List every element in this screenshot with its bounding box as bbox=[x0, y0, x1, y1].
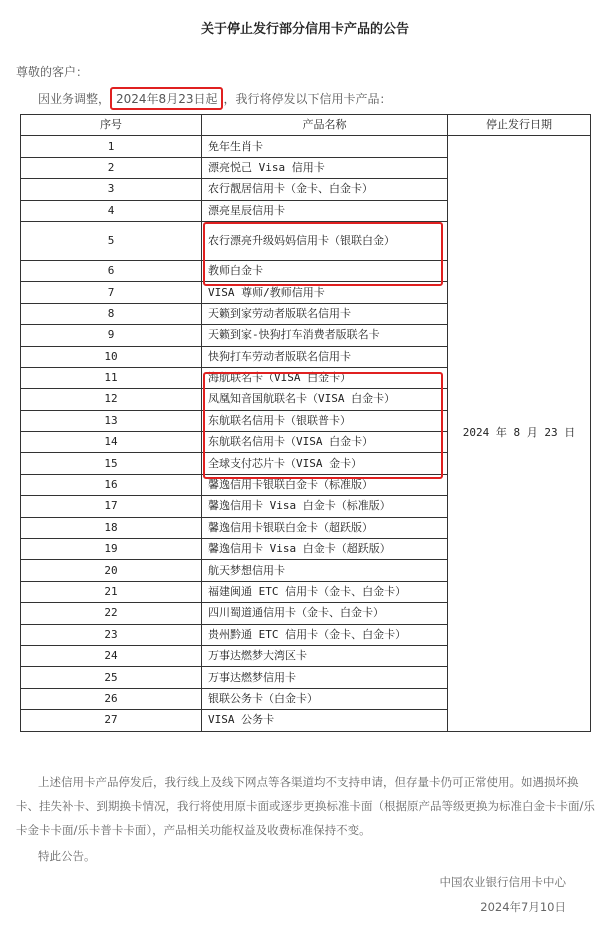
page-title: 关于停止发行部分信用卡产品的公告 bbox=[200, 22, 409, 37]
row-number: 9 bbox=[21, 325, 202, 346]
row-number: 6 bbox=[21, 260, 202, 281]
stop-date-cell: 2024 年 8 月 23 日 bbox=[448, 136, 591, 731]
row-number: 17 bbox=[21, 496, 202, 517]
product-table-body bbox=[21, 136, 591, 731]
product-name: VISA 公务卡 bbox=[202, 710, 448, 731]
intro-suffix: ，我行将停发以下信用卡产品： bbox=[223, 92, 392, 106]
header-no: 序号 bbox=[21, 115, 202, 136]
product-name: 东航联名信用卡（银联普卡） bbox=[202, 410, 448, 431]
row-number: 11 bbox=[21, 367, 202, 388]
product-name: 海航联名卡（VISA 白金卡） bbox=[202, 367, 448, 388]
row-number: 5 bbox=[21, 221, 202, 260]
header-stop-date: 停止发行日期 bbox=[448, 115, 591, 136]
row-number: 15 bbox=[21, 453, 202, 474]
product-name: 银联公务卡（白金卡） bbox=[202, 688, 448, 709]
product-name: 贵州黔通 ETC 信用卡（金卡、白金卡） bbox=[202, 624, 448, 645]
row-number: 8 bbox=[21, 303, 202, 324]
product-name: 馨逸信用卡银联白金卡（标准版） bbox=[202, 474, 448, 495]
row-number: 24 bbox=[21, 645, 202, 666]
row-number: 26 bbox=[21, 688, 202, 709]
product-name: 馨逸信用卡 Visa 白金卡（标准版） bbox=[202, 496, 448, 517]
row-number: 2 bbox=[21, 157, 202, 178]
row-number: 10 bbox=[21, 346, 202, 367]
product-name: 福建闽通 ETC 信用卡（金卡、白金卡） bbox=[202, 581, 448, 602]
row-number: 19 bbox=[21, 539, 202, 560]
row-number: 16 bbox=[21, 474, 202, 495]
header-product-name: 产品名称 bbox=[202, 115, 448, 136]
table-row bbox=[21, 136, 591, 157]
row-number: 13 bbox=[21, 410, 202, 431]
product-name: 快狗打车劳动者版联名信用卡 bbox=[202, 346, 448, 367]
row-number: 12 bbox=[21, 389, 202, 410]
product-name: 馨逸信用卡银联白金卡（超跃版） bbox=[202, 517, 448, 538]
effective-date-highlight: 2024年8月23日起 bbox=[110, 87, 223, 110]
product-name: 全球支付芯片卡（VISA 金卡） bbox=[202, 453, 448, 474]
product-name: 馨逸信用卡 Visa 白金卡（超跃版） bbox=[202, 539, 448, 560]
product-name: 漂亮悦己 Visa 信用卡 bbox=[202, 157, 448, 178]
row-number: 3 bbox=[21, 179, 202, 200]
notice-paragraph: 上述信用卡产品停发后，我行线上及线下网点等各渠道均不支持申请，但存量卡仍可正常使用。如遇损坏换卡、挂失补卡、到期换卡情况，我行将使用原卡面或逐步更换标准卡面（根据原产品等级更换为标准白金卡卡面/乐卡金卡卡面/乐卡普卡卡面），产品相关功能权益及收费标准保持不变。 bbox=[16, 775, 595, 837]
salutation: 尊敬的客户： bbox=[16, 65, 89, 79]
row-number: 14 bbox=[21, 432, 202, 453]
row-number: 20 bbox=[21, 560, 202, 581]
closing-line: 特此公告。 bbox=[38, 849, 96, 863]
product-name: 凤凰知音国航联名卡（VISA 白金卡） bbox=[202, 389, 448, 410]
row-number: 1 bbox=[21, 136, 202, 157]
row-number: 23 bbox=[21, 624, 202, 645]
product-name: VISA 尊师/教师信用卡 bbox=[202, 282, 448, 303]
product-name: 教师白金卡 bbox=[202, 260, 448, 281]
intro-prefix: 因业务调整， bbox=[38, 92, 111, 106]
product-name: 东航联名信用卡（VISA 白金卡） bbox=[202, 432, 448, 453]
product-name: 航天梦想信用卡 bbox=[202, 560, 448, 581]
row-number: 7 bbox=[21, 282, 202, 303]
issuer-signature: 中国农业银行信用卡中心 bbox=[439, 875, 566, 889]
product-name: 农行靓居信用卡（金卡、白金卡） bbox=[202, 179, 448, 200]
product-name: 万事达燃梦大湾区卡 bbox=[202, 645, 448, 666]
row-number: 21 bbox=[21, 581, 202, 602]
row-number: 4 bbox=[21, 200, 202, 221]
intro-line bbox=[38, 87, 391, 110]
row-number: 27 bbox=[21, 710, 202, 731]
row-number: 22 bbox=[21, 603, 202, 624]
product-name: 农行漂亮升级妈妈信用卡（银联白金） bbox=[202, 221, 448, 260]
product-name: 天籁到家劳动者版联名信用卡 bbox=[202, 303, 448, 324]
row-number: 25 bbox=[21, 667, 202, 688]
product-name: 四川蜀道通信用卡（金卡、白金卡） bbox=[202, 603, 448, 624]
product-name: 天籁到家-快狗打车消费者版联名卡 bbox=[202, 325, 448, 346]
product-name: 免年生肖卡 bbox=[202, 136, 448, 157]
row-number: 18 bbox=[21, 517, 202, 538]
product-name: 万事达燃梦信用卡 bbox=[202, 667, 448, 688]
product-table bbox=[20, 114, 591, 732]
product-name: 漂亮星辰信用卡 bbox=[202, 200, 448, 221]
issue-date: 2024年7月10日 bbox=[480, 900, 566, 914]
table-header-row bbox=[21, 115, 591, 136]
